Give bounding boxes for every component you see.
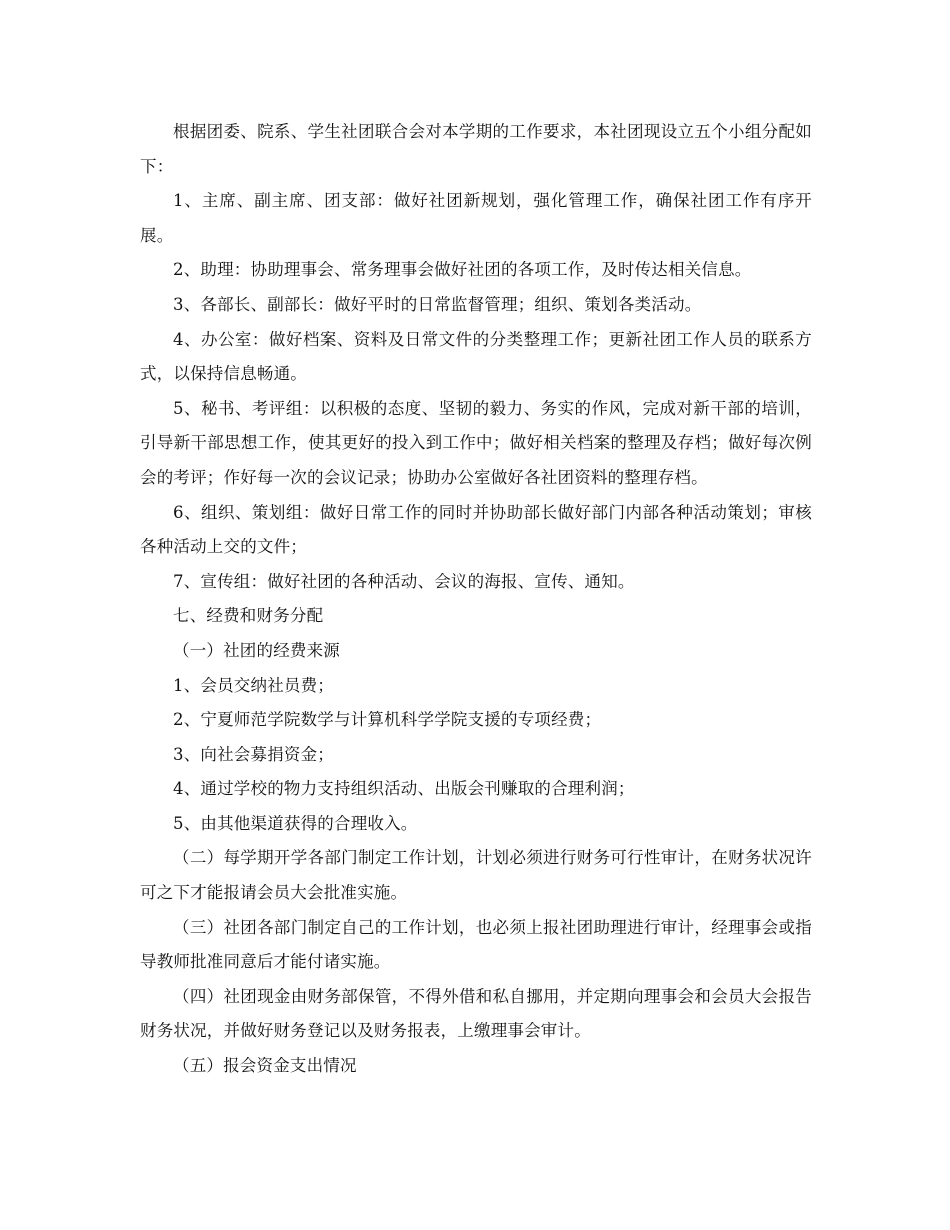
paragraph-funding-3: 3、向社会募捐资金； — [173, 744, 334, 764]
paragraph-funding-2: 2、宁夏师范学院数学与计算机科学学院支援的专项经费； — [173, 710, 602, 730]
paragraph-role-secretary: 5、秘书、考评组：以积极的态度、坚韧的毅力、务实的作风，完成对新干部的培训，引导新干部思想工作，使其更好的投入到工作中；做好相关档案的整理及存档；做好每次例会的考评；作好每一次的会议记录；协助办公室做好各社团资料的整理存档。 — [140, 398, 812, 487]
paragraph-finance-2: （二）每学期开学各部门制定工作计划，计划必须进行财务可行性审计，在财务状况许可之下才能报请会员大会批准实施。 — [140, 848, 812, 903]
paragraph-funding-1: 1、会员交纳社员费； — [173, 675, 334, 695]
paragraph-role-publicity: 7、宣传组：做好社团的各种活动、会议的海报、宣传、通知。 — [173, 571, 635, 591]
paragraph-intro: 根据团委、院系、学生社团联合会对本学期的工作要求，本社团现设立五个小组分配如下： — [140, 122, 812, 176]
paragraph-finance-3: （三）社团各部门制定自己的工作计划，也必须上报社团助理进行审计，经理事会或指导教师批准同意后才能付诸实施。 — [140, 917, 812, 972]
subsection-heading-funding-sources: （一）社团的经费来源 — [173, 640, 340, 660]
paragraph-finance-5: （五）报会资金支出情况 — [173, 1056, 357, 1076]
paragraph-role-assistant: 2、助理：协助理事会、常务理事会做好社团的各项工作，及时传达相关信息。 — [173, 260, 752, 280]
paragraph-finance-4: （四）社团现金由财务部保管，不得外借和私自挪用，并定期向理事会和会员大会报告财务状况，并做好财务登记以及财务报表，上缴理事会审计。 — [140, 986, 812, 1041]
paragraph-role-ministers: 3、各部长、副部长：做好平时的日常监督管理；组织、策划各类活动。 — [173, 294, 702, 314]
paragraph-role-planning: 6、组织、策划组：做好日常工作的同时并协助部长做好部门内部各种活动策划；审核各种活动上交的文件； — [140, 502, 812, 557]
section-heading-finance: 七、经费和财务分配 — [173, 606, 324, 626]
paragraph-funding-4: 4、通过学校的物力支持组织活动、出版会刊赚取的合理利润； — [173, 779, 635, 799]
document-body — [140, 115, 812, 1084]
paragraph-funding-5: 5、由其他渠道获得的合理收入。 — [173, 813, 418, 833]
paragraph-role-office: 4、办公室：做好档案、资料及日常文件的分类整理工作；更新社团工作人员的联系方式，以保持信息畅通。 — [140, 329, 812, 384]
paragraph-role-chair: 1、主席、副主席、团支部：做好社团新规划，强化管理工作，确保社团工作有序开展。 — [140, 191, 812, 245]
